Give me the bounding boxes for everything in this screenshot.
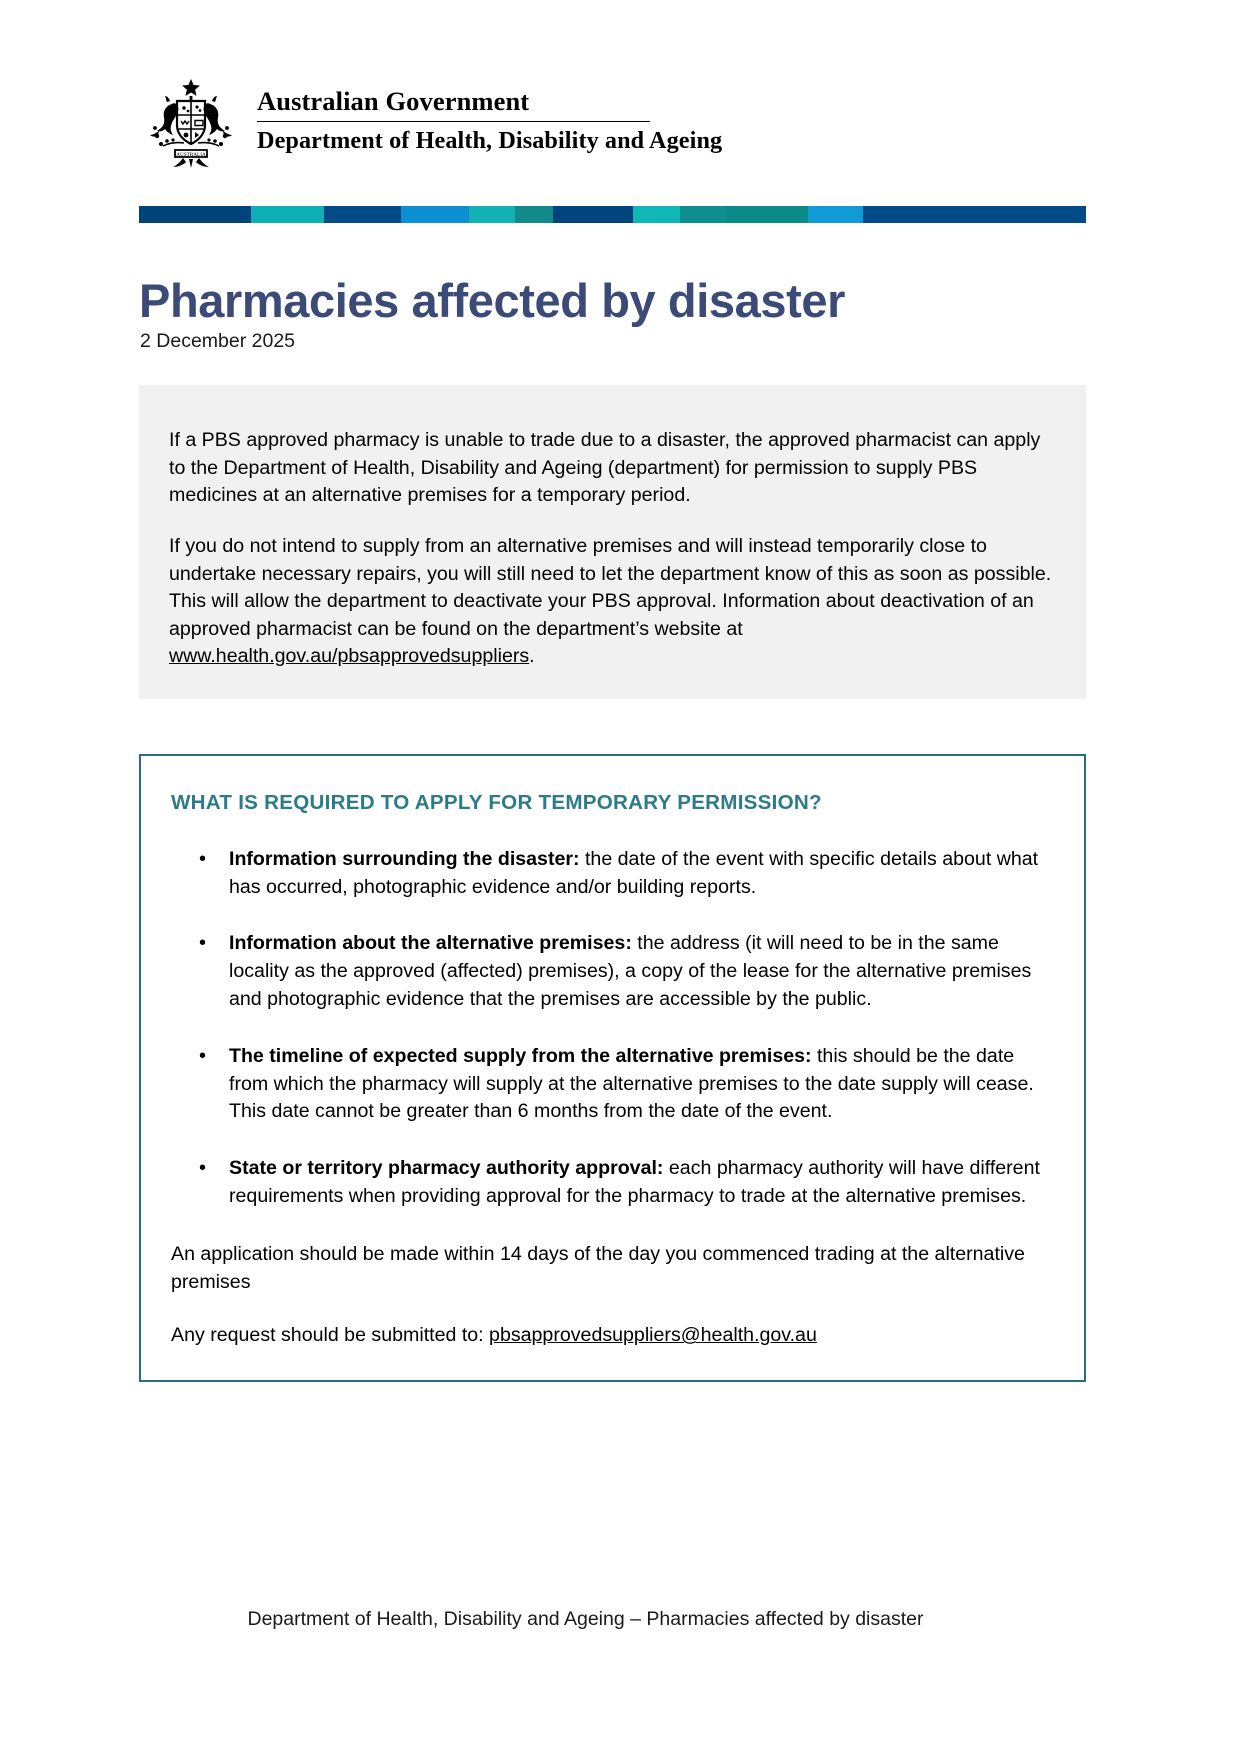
color-bar-segment-7 <box>553 206 633 223</box>
color-bar-segment-11 <box>808 206 863 223</box>
color-bar-segment-5 <box>469 206 515 223</box>
intro-callout-box <box>139 385 1086 699</box>
page-title: Pharmacies affected by disaster <box>139 274 846 328</box>
color-bar-segment-8 <box>633 206 680 223</box>
color-bar-segment-1 <box>139 206 251 223</box>
government-wordmark <box>257 72 722 156</box>
wordmark-divider <box>257 121 650 122</box>
submission-note-text: Any request should be submitted to: <box>171 1324 490 1347</box>
list-item <box>171 1043 1054 1126</box>
color-bar-segment-6 <box>515 206 553 223</box>
svg-text:AUSTRALIA: AUSTRALIA <box>176 152 206 158</box>
requirements-box <box>139 754 1086 1382</box>
australian-government-text: Australian Government <box>257 86 530 116</box>
list-item <box>171 846 1054 902</box>
publication-date: 2 December 2025 <box>140 330 296 352</box>
color-bar-segment-2 <box>251 206 324 223</box>
color-bar-segment-3 <box>324 206 401 223</box>
submission-email-link[interactable]: pbsapprovedsuppliers@health.gov.au <box>489 1324 817 1347</box>
color-bar-segment-4 <box>401 206 469 223</box>
pbs-approved-suppliers-link[interactable]: www.health.gov.au/pbsapprovedsuppliers <box>169 645 530 668</box>
requirements-heading: WHAT IS REQUIRED TO APPLY FOR TEMPORARY PERMISSION? <box>171 791 822 814</box>
requirement-lead: Information surrounding the disaster: <box>229 847 580 870</box>
brand-color-bar <box>139 206 1086 223</box>
intro-paragraph-2-text: If you do not intend to supply from an alternative premises and will instead temporarily close to undertake necessary repairs, you will still need to let the department know of this as soon as possible. This will allow the department to deactivate your PBS approval. Information about deactivation of an approved pharmacist can be found on the department’s website at <box>169 534 1052 640</box>
requirement-text: this should be the date from which the pharmacy will supply at the alternative premises to the date supply will cease. This date cannot be greater than 6 months from the date of the event. <box>229 1044 1034 1123</box>
requirement-text: the address (it will need to be in the same locality as the approved (affected) premises), a copy of the lease for the alternative premises and photographic evidence that the premises are accessible by the public. <box>229 932 1032 1010</box>
intro-paragraph-2-end: . <box>529 645 535 668</box>
requirement-text: the date of the event with specific details about what has occurred, photographic evidence and/or building reports. <box>229 847 1039 898</box>
requirement-text: each pharmacy authority will have different requirements when providing approval for the pharmacy to trade at the alternative premises. <box>229 1157 1040 1208</box>
requirement-lead: State or territory pharmacy authority approval: <box>229 1157 664 1180</box>
australian-coat-of-arms-icon <box>139 74 243 170</box>
intro-paragraph-2 <box>169 533 1054 671</box>
list-item <box>171 1155 1054 1211</box>
color-bar-segment-12 <box>863 206 1086 223</box>
requirements-list <box>171 846 1054 1211</box>
requirement-lead: The timeline of expected supply from the alternative premises: <box>229 1044 812 1067</box>
submission-note <box>171 1322 1054 1350</box>
department-name-text: Department of Health, Disability and Ageing <box>257 127 723 155</box>
requirement-lead: Information about the alternative premises: <box>229 932 632 955</box>
footer-text: Department of Health, Disability and Ageing – Pharmacies affected by disaster <box>247 1608 924 1630</box>
color-bar-segment-10 <box>725 206 808 223</box>
document-header <box>139 72 722 170</box>
list-item <box>171 930 1054 1013</box>
color-bar-segment-9 <box>680 206 725 223</box>
intro-paragraph-1: If a PBS approved pharmacy is unable to trade due to a disaster, the approved pharmacist can apply to the Department of Health, Disability and Ageing (department) for permission to supply PBS medicines at an alternative premises for a temporary period. <box>169 429 1041 507</box>
application-deadline-note: An application should be made within 14 days of the day you commenced trading at the alternative premises <box>171 1242 1025 1293</box>
page-footer <box>0 1608 1241 1631</box>
